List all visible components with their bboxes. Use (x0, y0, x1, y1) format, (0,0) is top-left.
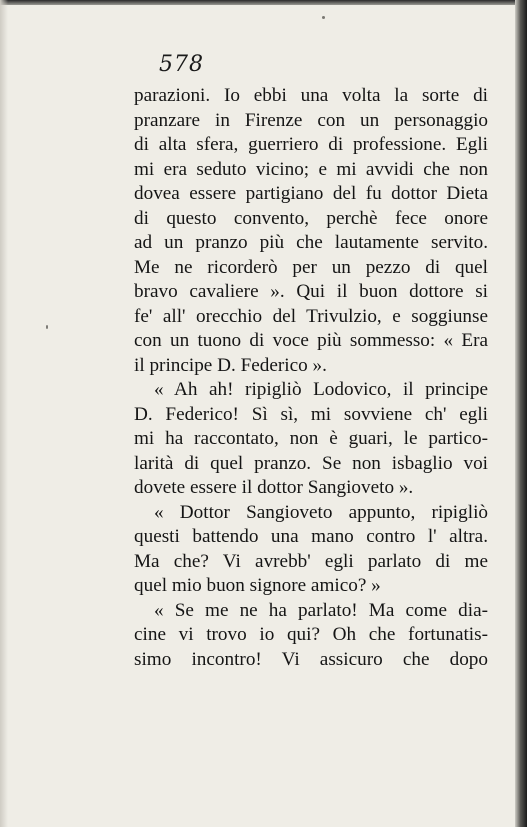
text-line: « Dottor Sangioveto appunto, ripigliò (154, 501, 488, 523)
text-line: parazioni. Io ebbi una volta la sorte di (134, 85, 488, 106)
text-line: questi battendo una mano contro l' altra. (134, 526, 488, 547)
text-line: con un tuono di voce più sommesso: « Era (134, 330, 488, 351)
body-text (134, 84, 488, 672)
text-line: di alta sfera, guerriero di professione. Egli (134, 134, 488, 155)
text-line: « Ah ah! ripigliò Lodovico, il principe (154, 379, 488, 400)
text-line: « Se me ne ha parlato! Ma come dia- (154, 599, 488, 621)
text-line: mi era seduto vicino; e mi avvidi che non (134, 158, 488, 180)
page-binding-shadow (515, 0, 527, 827)
page-left-edge-shadow (0, 0, 8, 827)
text-line: D. Federico! Sì sì, mi sovviene ch' egli (134, 403, 488, 425)
ink-speck (46, 325, 48, 329)
text-line: di questo convento, perchè fece onore (134, 207, 488, 229)
text-line: fe' all' orecchio del Trivulzio, e soggiunse (134, 305, 488, 327)
page-number: 578 (159, 52, 204, 77)
text-line: cine vi trovo io qui? Oh che fortunatis- (134, 624, 488, 645)
text-line: dovea essere partigiano del fu dottor Dieta (134, 183, 488, 204)
text-line: simo incontro! Vi assicuro che dopo (134, 648, 488, 670)
text-line: dovete essere il dottor Sangioveto ». (134, 477, 414, 498)
text-line: bravo cavaliere ». Qui il buon dottore si (134, 281, 488, 302)
text-line: larità di quel pranzo. Se non isbaglio voi (134, 452, 488, 474)
text-line: pranzare in Firenze con un personaggio (134, 109, 488, 131)
text-line: Me ne ricorderò per un pezzo di quel (134, 256, 488, 278)
text-line: il principe D. Federico ». (134, 354, 327, 376)
page-top-edge-shadow (0, 0, 527, 5)
text-line: Ma che? Vi avrebb' egli parlato di me (134, 550, 488, 572)
text-line: ad un pranzo più che lautamente servito. (134, 232, 488, 253)
text-line: quel mio buon signore amico? » (134, 575, 381, 596)
text-line: mi ha raccontato, non è guari, le partico- (134, 428, 488, 449)
ink-speck (322, 16, 325, 19)
